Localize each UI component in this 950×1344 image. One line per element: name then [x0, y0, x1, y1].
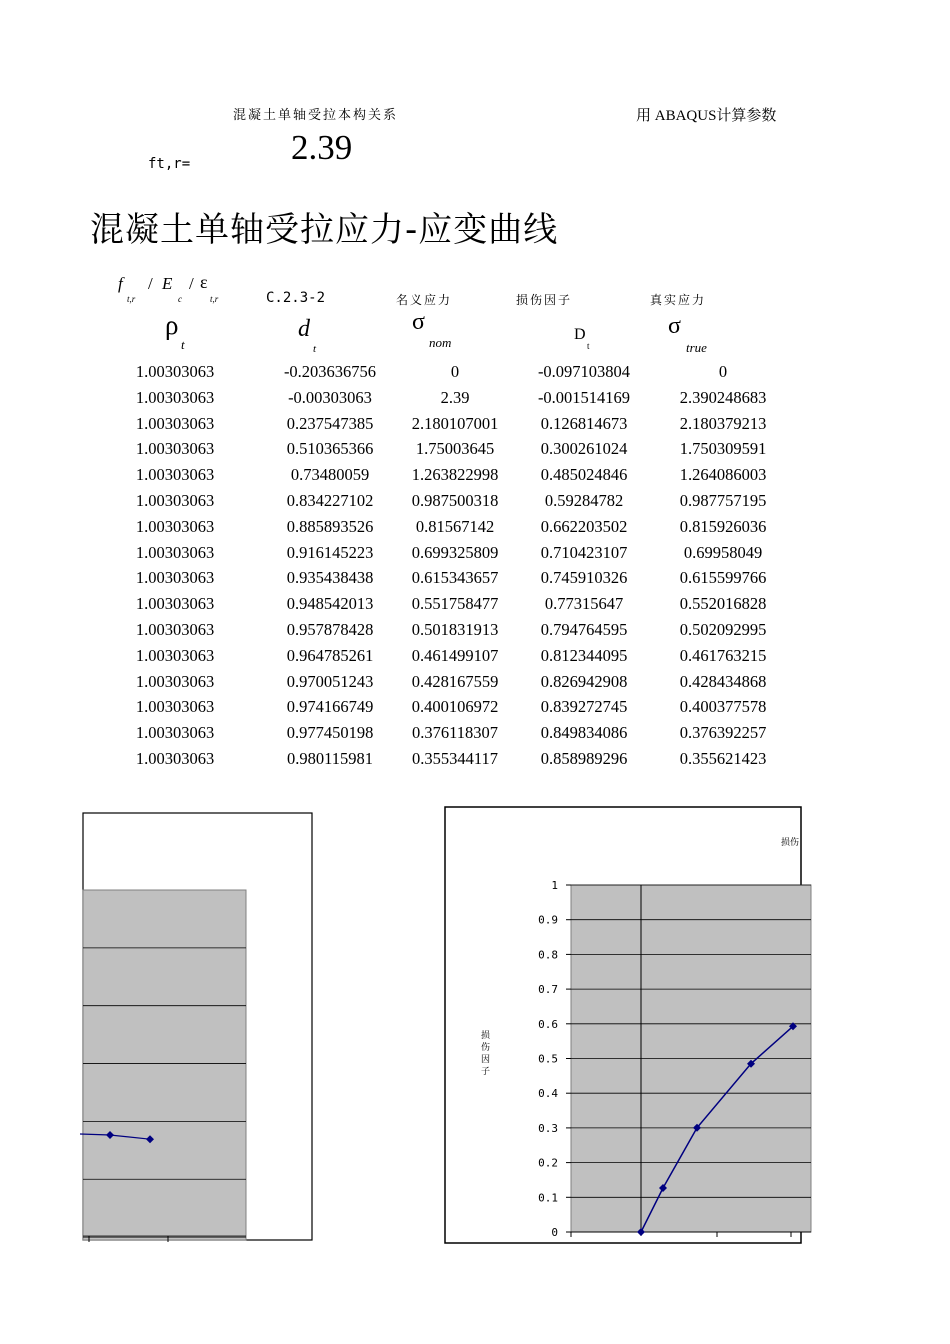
col-rho-sub: t: [181, 337, 185, 352]
table-row: [110, 646, 800, 672]
table-cell: 0.849834086: [540, 723, 628, 743]
col-sigma-nom: σ: [412, 309, 425, 335]
table-cell: 1.00303063: [135, 671, 215, 691]
header-true-stress: 真实应力: [650, 293, 707, 307]
table-cell: 0.126814673: [540, 413, 628, 433]
table-cell: 1.00303063: [135, 568, 215, 588]
table-cell: 0.885893526: [286, 516, 374, 536]
table-cell: 1.00303063: [135, 697, 215, 717]
table-cell: 1.264086003: [679, 465, 767, 485]
table-cell: 0.400377578: [679, 697, 767, 717]
formula-e-sub: c: [178, 294, 182, 304]
chart-right-ytick-label: 0: [551, 1226, 558, 1239]
formula-e: E: [162, 274, 173, 293]
table-cell: 0.710423107: [540, 542, 628, 562]
header-left-text: 混凝土单轴受拉本构关系: [233, 108, 399, 123]
table-cell: 0.69958049: [683, 542, 763, 562]
table-cell: 0.502092995: [679, 619, 767, 639]
table-cell: 1.00303063: [135, 542, 215, 562]
formula-slash-2: /: [189, 274, 194, 293]
chart-right-ylabel-char: 损: [481, 1031, 491, 1041]
table-cell: 0.77315647: [544, 594, 624, 614]
table-row: [110, 568, 800, 594]
table-cell: 0.355621423: [679, 748, 767, 768]
table-row: [110, 672, 800, 698]
table-cell: 2.180107001: [411, 413, 499, 433]
table-cell: 1.00303063: [135, 439, 215, 459]
chart-right-title: 损伤: [781, 838, 800, 848]
table-row: [110, 543, 800, 569]
chart-right-ytick-label: 0.4: [538, 1087, 558, 1101]
table-cell: 0.59284782: [544, 490, 624, 510]
col-sigma-nom-sub: nom: [429, 335, 452, 350]
header-damage-factor: 损伤因子: [516, 293, 573, 307]
table-cell: 0.858989296: [540, 748, 628, 768]
chart-right-ytick-label: 0.1: [538, 1191, 558, 1205]
table-cell: -0.097103804: [537, 362, 631, 381]
table-cell: 1.00303063: [135, 362, 215, 381]
table-cell: 1.00303063: [135, 748, 215, 768]
table-cell: 1.00303063: [135, 516, 215, 536]
table-cell: 0.551758477: [411, 594, 499, 614]
table-row: [110, 414, 800, 440]
table-cell: 0.300261024: [540, 439, 628, 459]
table-row: [110, 439, 800, 465]
chart-left-plot-area: [83, 890, 246, 1240]
table-cell: 0.615343657: [411, 568, 499, 588]
table-cell: 1.750309591: [679, 439, 767, 459]
table-cell: -0.001514169: [537, 387, 631, 407]
table-row: [110, 594, 800, 620]
table-cell: 1.263822998: [411, 465, 499, 485]
table-row: [110, 388, 800, 414]
table-cell: 0: [450, 362, 460, 381]
chart-right-ytick-label: 0.5: [538, 1052, 558, 1066]
table-cell: 0.980115981: [286, 748, 373, 768]
table-row: [110, 362, 800, 388]
table-cell: 0.376118307: [411, 723, 498, 743]
table-cell: 0.461499107: [411, 645, 499, 665]
table-cell: 2.390248683: [679, 387, 767, 407]
table-cell: 0.834227102: [286, 490, 374, 510]
col-d-damage-sub: t: [587, 341, 590, 351]
table-cell: 0.812344095: [540, 645, 628, 665]
table-cell: 1.00303063: [135, 465, 215, 485]
col-sigma-true: σ: [668, 313, 681, 339]
chart-right-ytick-label: 1: [551, 879, 558, 892]
table-cell: 0.662203502: [540, 516, 628, 536]
chart-right: [443, 805, 800, 1240]
table-cell: 1.00303063: [135, 594, 215, 614]
table-row: [110, 697, 800, 723]
table-cell: 0.461763215: [679, 645, 767, 665]
table-cell: 2.39: [440, 387, 470, 407]
table-cell: 0.977450198: [286, 723, 374, 743]
chart-right-ytick-label: 0.7: [538, 983, 558, 997]
formula-f: f: [118, 274, 123, 293]
table-cell: 0.485024846: [540, 465, 628, 485]
table-cell: 0.957878428: [286, 619, 374, 639]
table-row: [110, 517, 800, 543]
table-cell: 0.794764595: [540, 619, 628, 639]
page-title: 混凝土单轴受拉应力-应变曲线: [90, 210, 559, 250]
table-cell: 1.00303063: [135, 723, 215, 743]
formula-f-sub: t,r: [127, 294, 136, 304]
col-d: d: [298, 316, 310, 342]
table-cell: 0.916145223: [286, 542, 374, 562]
table-cell: 0.400106972: [411, 697, 499, 717]
table-cell: 0.237547385: [286, 413, 374, 433]
table-cell: 0.552016828: [679, 594, 767, 614]
table-cell: 0.948542013: [286, 594, 374, 614]
table-cell: 1.00303063: [135, 490, 215, 510]
table-cell: 0.815926036: [679, 516, 767, 536]
table-cell: 0.745910326: [540, 568, 628, 588]
table-cell: 0.987500318: [411, 490, 499, 510]
table-cell: 0.615599766: [679, 568, 767, 588]
col-sigma-true-sub: true: [686, 340, 707, 355]
chart-right-ylabel-char: 子: [481, 1067, 491, 1077]
data-table: [110, 362, 800, 775]
table-cell: 0.376392257: [679, 723, 767, 743]
formula-epsilon-sub: t,r: [210, 294, 219, 304]
table-row: [110, 723, 800, 749]
table-cell: 1.00303063: [135, 619, 215, 639]
table-cell: 0: [718, 362, 728, 381]
table-cell: 0.81567142: [415, 516, 495, 536]
formula-reference: C.2.3-2: [266, 290, 326, 306]
table-cell: 1.00303063: [135, 387, 215, 407]
table-cell: 0.699325809: [411, 542, 499, 562]
table-cell: 0.964785261: [286, 645, 374, 665]
col-d-damage: D: [574, 326, 586, 343]
table-cell: 1.75003645: [415, 439, 495, 459]
table-row: [110, 749, 800, 775]
chart-right-ytick-label: 0.9: [538, 913, 558, 927]
table-row: [110, 465, 800, 491]
table-row: [110, 620, 800, 646]
table-cell: 0.826942908: [540, 671, 628, 691]
chart-right-ytick-label: 0.3: [538, 1121, 558, 1135]
table-cell: 0.974166749: [286, 697, 374, 717]
chart-left: [80, 810, 315, 1240]
table-cell: 0.839272745: [540, 697, 628, 717]
table-cell: -0.00303063: [288, 387, 372, 407]
col-d-sub: t: [313, 343, 317, 355]
table-cell: -0.203636756: [283, 362, 377, 381]
ft-label: ft,r=: [148, 156, 191, 172]
table-cell: 1.00303063: [135, 645, 215, 665]
chart-right-ytick-label: 0.2: [538, 1156, 558, 1170]
ft-value: 2.39: [291, 128, 353, 167]
table-cell: 0.510365366: [286, 439, 374, 459]
chart-right-ytick-label: 0.6: [538, 1017, 558, 1031]
chart-right-ytick-label: 0.8: [538, 948, 558, 962]
table-cell: 0.970051243: [286, 671, 374, 691]
chart-right-ylabel-char: 因: [481, 1055, 491, 1065]
header-nominal-stress: 名义应力: [396, 293, 453, 307]
table-cell: 0.987757195: [679, 490, 767, 510]
table-cell: 0.501831913: [411, 619, 499, 639]
table-cell: 1.00303063: [135, 413, 215, 433]
col-rho: ρ: [165, 310, 179, 340]
formula-slash-1: /: [148, 274, 153, 293]
header-right-text: 用 ABAQUS计算参数: [636, 108, 777, 124]
table-row: [110, 491, 800, 517]
table-cell: 0.355344117: [411, 748, 498, 768]
table-cell: 0.73480059: [290, 465, 370, 485]
table-cell: 0.935438438: [286, 568, 374, 588]
chart-right-ylabel-char: 伤: [481, 1043, 491, 1053]
table-cell: 2.180379213: [679, 413, 767, 433]
table-cell: 0.428434868: [679, 671, 767, 691]
table-cell: 0.428167559: [411, 671, 499, 691]
formula-epsilon: ε: [200, 272, 208, 292]
